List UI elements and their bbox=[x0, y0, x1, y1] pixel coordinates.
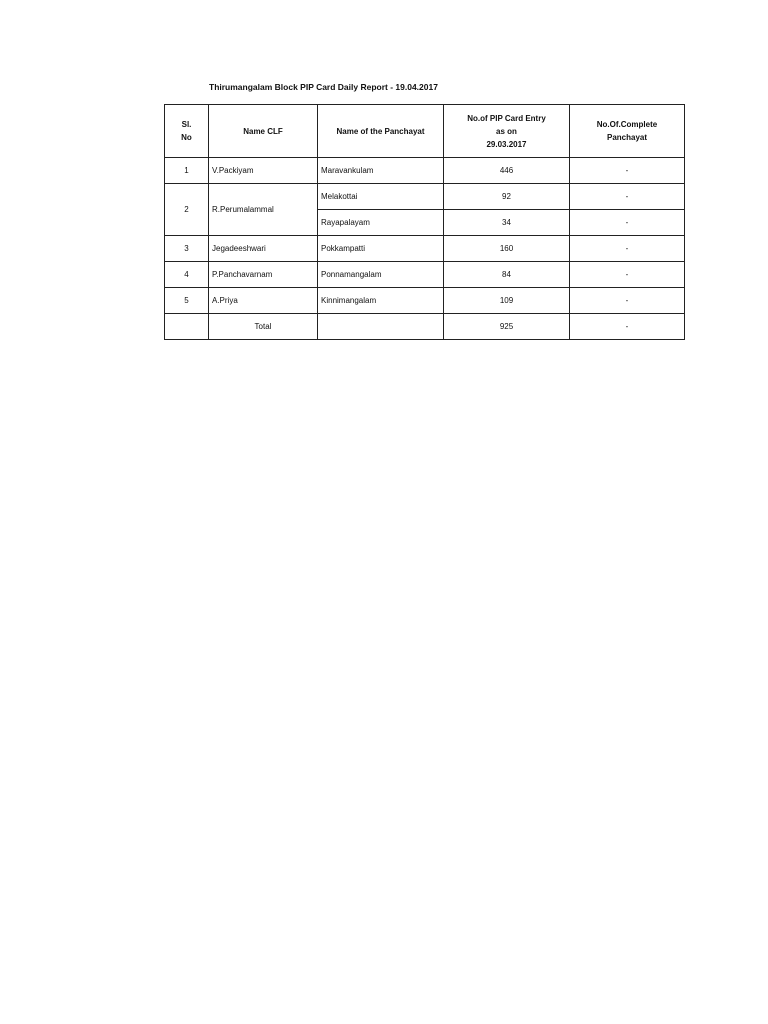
cell-complete: - bbox=[570, 262, 685, 288]
cell-total-panchayat-empty bbox=[318, 314, 444, 340]
cell-clf-name: V.Packiyam bbox=[209, 158, 318, 184]
cell-complete: - bbox=[570, 184, 685, 210]
cell-entry-count: 84 bbox=[444, 262, 570, 288]
table-row bbox=[165, 236, 685, 262]
table-header-row bbox=[165, 105, 685, 158]
cell-entry-count: 34 bbox=[444, 210, 570, 236]
pip-card-report-table bbox=[164, 104, 685, 340]
cell-sl-no: 5 bbox=[165, 288, 209, 314]
cell-clf-name: P.Panchavarnam bbox=[209, 262, 318, 288]
cell-total-complete: - bbox=[570, 314, 685, 340]
total-row bbox=[165, 314, 685, 340]
header-panchayat: Name of the Panchayat bbox=[318, 105, 444, 158]
table-row bbox=[165, 262, 685, 288]
cell-panchayat: Rayapalayam bbox=[318, 210, 444, 236]
table-row bbox=[165, 288, 685, 314]
cell-complete: - bbox=[570, 236, 685, 262]
cell-complete: - bbox=[570, 288, 685, 314]
cell-total-entry: 925 bbox=[444, 314, 570, 340]
cell-sl-no: 4 bbox=[165, 262, 209, 288]
cell-panchayat: Ponnamangalam bbox=[318, 262, 444, 288]
cell-entry-count: 109 bbox=[444, 288, 570, 314]
cell-sl-no: 3 bbox=[165, 236, 209, 262]
cell-sl-no: 2 bbox=[165, 184, 209, 236]
header-sl-no: Sl. No bbox=[165, 105, 209, 158]
header-complete-panchayat: No.Of.Complete Panchayat bbox=[570, 105, 685, 158]
header-pip-card-entry: No.of PIP Card Entry as on 29.03.2017 bbox=[444, 105, 570, 158]
cell-panchayat: Melakottai bbox=[318, 184, 444, 210]
header-name-clf: Name CLF bbox=[209, 105, 318, 158]
cell-entry-count: 92 bbox=[444, 184, 570, 210]
cell-clf-name: Jegadeeshwari bbox=[209, 236, 318, 262]
cell-entry-count: 160 bbox=[444, 236, 570, 262]
report-title: Thirumangalam Block PIP Card Daily Report - 19.04.2017 bbox=[209, 82, 438, 92]
cell-complete: - bbox=[570, 158, 685, 184]
table-row bbox=[165, 158, 685, 184]
cell-panchayat: Pokkampatti bbox=[318, 236, 444, 262]
table-row bbox=[165, 184, 685, 210]
cell-clf-name: A.Priya bbox=[209, 288, 318, 314]
cell-complete: - bbox=[570, 210, 685, 236]
cell-clf-name: R.Perumalammal bbox=[209, 184, 318, 236]
cell-sl-no: 1 bbox=[165, 158, 209, 184]
cell-entry-count: 446 bbox=[444, 158, 570, 184]
cell-total-label: Total bbox=[209, 314, 318, 340]
cell-panchayat: Kinnimangalam bbox=[318, 288, 444, 314]
cell-total-empty bbox=[165, 314, 209, 340]
cell-panchayat: Maravankulam bbox=[318, 158, 444, 184]
